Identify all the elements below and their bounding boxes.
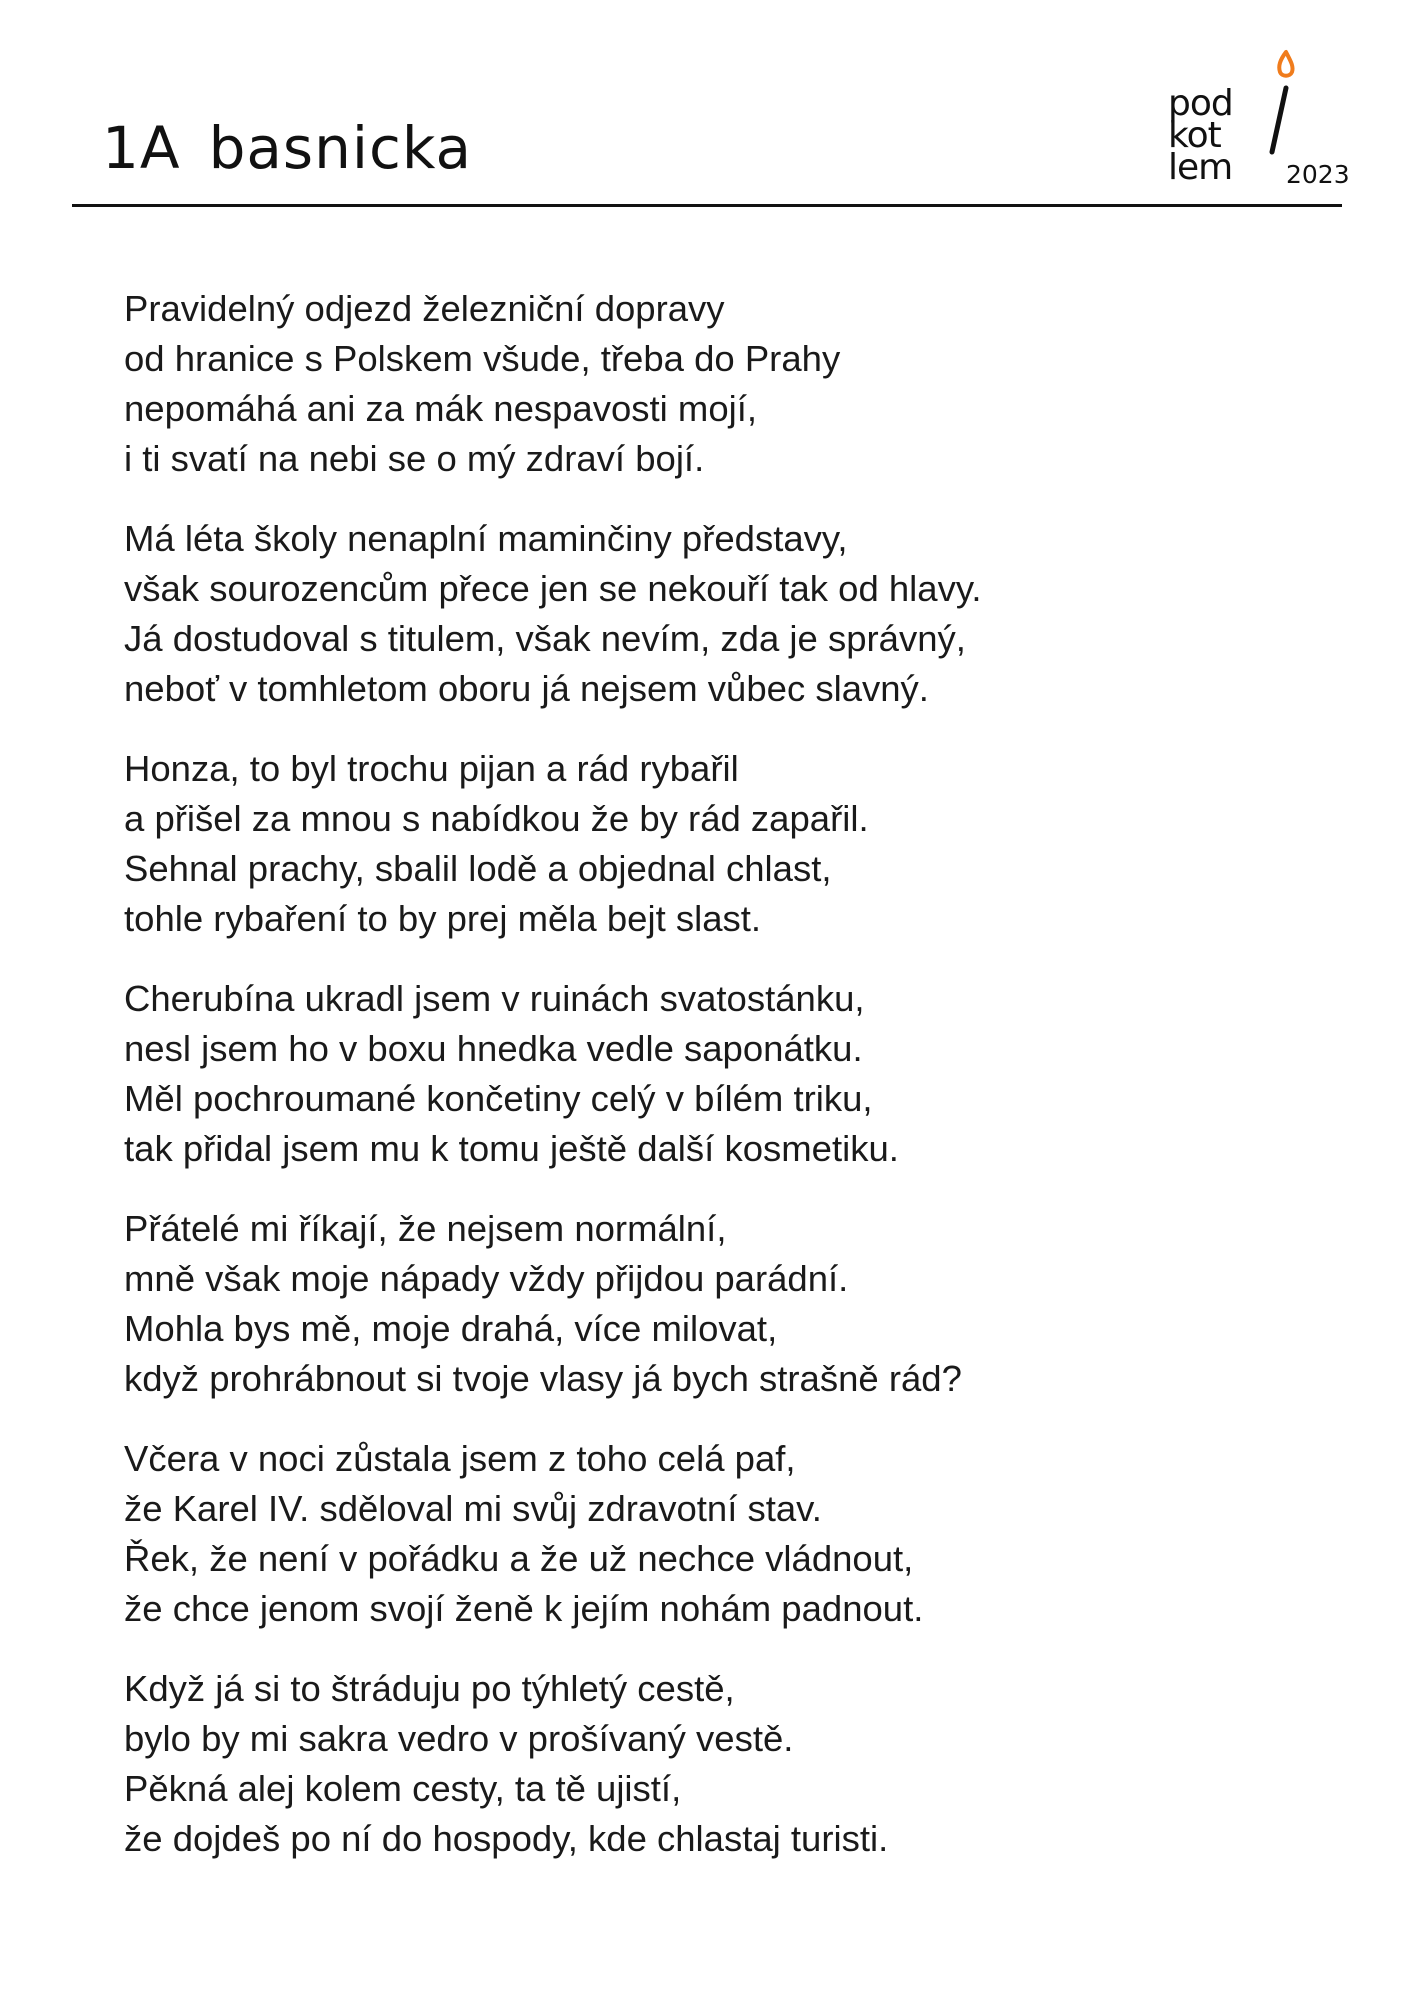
header-divider [72,204,1342,207]
candle-icon [1258,48,1298,168]
poem-line: Pravidelný odjezd železniční dopravy [124,288,725,329]
poem-line: Když já si to štráduju po týhletý cestě, [124,1668,735,1709]
logo-word-kot: kot [1168,115,1221,156]
poem-stanza [124,744,1324,944]
poem-line: Řek, že není v pořádku a že už nechce vládnout, [124,1538,914,1579]
poem-line: Já dostudoval s titulem, však nevím, zda je správný, [124,618,966,659]
poem-line: nepomáhá ani za mák nespavosti mojí, [124,388,758,429]
poem-line: tohle rybaření to by prej měla bejt slast. [124,898,762,939]
poem-line: bylo by mi sakra vedro v prošívaný vestě. [124,1718,794,1759]
page-title [102,114,472,182]
logo-year: 2023 [1286,160,1350,189]
poem-line: Přátelé mi říkají, že nejsem normální, [124,1208,727,1249]
poem-line: však sourozencům přece jen se nekouří tak od hlavy. [124,568,982,609]
poem-line: mně však moje nápady vždy přijdou parádní. [124,1258,849,1299]
poem-line: nesl jsem ho v boxu hnedka vedle saponátku. [124,1028,863,1069]
poem-line: Honza, to byl trochu pijan a rád rybařil [124,748,739,789]
poem-line: Měl pochroumané končetiny celý v bílém triku, [124,1078,873,1119]
poem-line: Cherubína ukradl jsem v ruinách svatostánku, [124,978,865,1019]
poem-line: a přišel za mnou s nabídkou že by rád zapařil. [124,798,869,839]
poem-line: když prohrábnout si tvoje vlasy já bych strašně rád? [124,1358,962,1399]
poem-line: že chce jenom svojí ženě k jejím nohám padnout. [124,1588,924,1629]
poem-line: neboť v tomhletom oboru já nejsem vůbec slavný. [124,668,929,709]
logo-word-pod: pod [1168,83,1233,124]
poem-line: tak přidal jsem mu k tomu ještě další kosmetiku. [124,1128,899,1169]
poem-line: Sehnal prachy, sbalil lodě a objednal chlast, [124,848,832,889]
poem-stanza [124,1664,1324,1864]
podkotlem-logo [1168,48,1358,198]
poem-stanza [124,514,1324,714]
page-title-text: basnicka [208,114,473,182]
poem-stanza [124,284,1324,484]
candle-stick [1272,88,1286,152]
poem-line: Má léta školy nenaplní maminčiny představy, [124,518,848,559]
logo-word-lem: lem [1168,147,1233,188]
flame-icon [1279,52,1292,76]
poem-body [124,284,1324,1894]
poem-stanza [124,1434,1324,1634]
poem-line: že dojdeš po ní do hospody, kde chlastaj turisti. [124,1818,889,1859]
poem-stanza [124,974,1324,1174]
poem-line: i ti svatí na nebi se o mý zdraví bojí. [124,438,705,479]
poem-line: Včera v noci zůstala jsem z toho celá paf, [124,1438,796,1479]
page-code: 1A [102,114,181,182]
poem-line: Mohla bys mě, moje drahá, více milovat, [124,1308,778,1349]
poem-line: od hranice s Polskem všude, třeba do Prahy [124,338,841,379]
poem-line: Pěkná alej kolem cesty, ta tě ujistí, [124,1768,682,1809]
poem-line: že Karel IV. sděloval mi svůj zdravotní stav. [124,1488,822,1529]
poem-stanza [124,1204,1324,1404]
